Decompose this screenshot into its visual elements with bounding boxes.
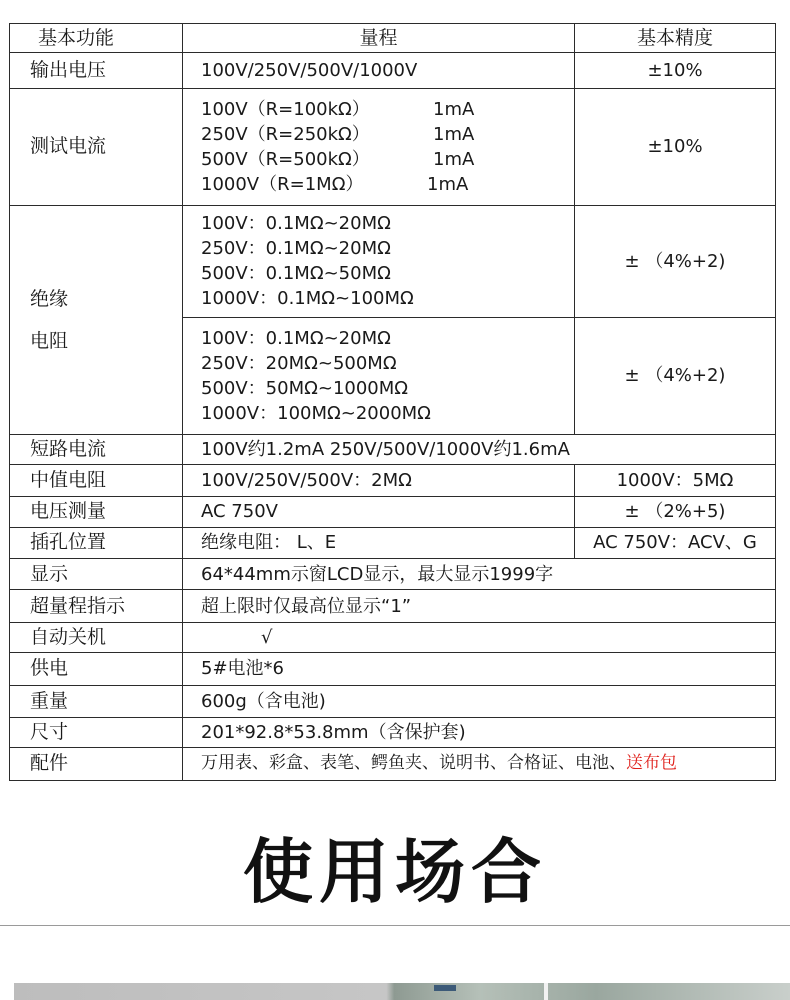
feature-insulation-line1: 绝缘 [30,287,69,310]
section-title: 使用场合 [243,831,547,913]
insulation-line: 1000V：100MΩ~2000MΩ [201,402,431,424]
scene-photo-post [544,983,548,1000]
feature-size: 尺寸 [10,717,183,747]
header-feature: 基本功能 [10,24,183,53]
range-accessories [183,747,776,780]
accessories-highlight: 送布包 [626,753,677,774]
range-display: 64*44mm示窗LCD显示，最大显示1999字 [183,559,776,590]
feature-test-current: 测试电流 [10,89,183,205]
feature-insulation-line2: 电阻 [30,329,69,352]
row-voltage-measure [10,496,776,527]
accessories-list: 万用表、彩盒、表笔、鳄鱼夹、说明书、合格证、电池、 [201,753,626,774]
header-row [10,24,776,53]
test-current-line: 100V（R=100kΩ） 1mA [201,98,475,120]
range-insulation-2 [183,318,575,434]
feature-jack-position: 插孔位置 [10,527,183,558]
feature-insulation [10,205,183,434]
feature-short-current: 短路电流 [10,434,183,464]
accuracy-insulation-2: ± （4%+2) [575,318,776,434]
range-test-current [183,89,575,205]
insulation-line: 250V：20MΩ~500MΩ [201,352,397,374]
row-test-current [10,89,776,205]
feature-output-voltage: 输出电压 [10,53,183,89]
accuracy-median-resistance: 1000V：5MΩ [575,464,776,496]
scene-photo-sign [434,985,456,991]
header-range: 量程 [183,24,575,53]
row-power [10,653,776,685]
range-weight: 600g（含电池) [183,685,776,717]
section-divider [0,925,790,926]
scene-photo [14,983,790,1000]
feature-median-resistance: 中值电阻 [10,464,183,496]
range-voltage-measure: AC 750V [183,496,575,527]
range-size: 201*92.8*53.8mm（含保护套) [183,717,776,747]
row-short-current [10,434,776,464]
row-insulation-1 [10,205,776,317]
accuracy-output-voltage: ±10% [575,53,776,89]
feature-weight: 重量 [10,685,183,717]
feature-power: 供电 [10,653,183,685]
accuracy-insulation-1: ± （4%+2) [575,205,776,317]
range-insulation-1 [183,205,575,317]
header-accuracy: 基本精度 [575,24,776,53]
row-accessories [10,747,776,780]
insulation-line: 250V：0.1MΩ~20MΩ [201,238,391,260]
insulation-line: 100V：0.1MΩ~20MΩ [201,213,391,235]
row-output-voltage [10,53,776,89]
range-short-current: 100V约1.2mA 250V/500V/1000V约1.6mA [183,434,776,464]
range-overrange: 超上限时仅最高位显示“1” [183,590,776,623]
row-jack-position [10,527,776,558]
test-current-line: 1000V（R=1MΩ） 1mA [201,173,469,195]
row-overrange [10,590,776,623]
insulation-line: 100V：0.1MΩ~20MΩ [201,327,391,349]
range-jack-position: 绝缘电阻： L、E [183,527,575,558]
row-auto-off [10,623,776,653]
feature-auto-off: 自动关机 [10,623,183,653]
spec-table [9,23,776,781]
row-median-resistance [10,464,776,496]
row-display [10,559,776,590]
feature-overrange: 超量程指示 [10,590,183,623]
range-median-resistance: 100V/250V/500V：2MΩ [183,464,575,496]
feature-display: 显示 [10,559,183,590]
insulation-line: 500V：50MΩ~1000MΩ [201,377,409,399]
accuracy-jack-position: AC 750V：ACV、G [575,527,776,558]
feature-voltage-measure: 电压测量 [10,496,183,527]
accuracy-test-current: ±10% [575,89,776,205]
range-auto-off: √ [183,623,776,653]
test-current-line: 250V（R=250kΩ） 1mA [201,123,475,145]
range-power: 5#电池*6 [183,653,776,685]
row-size [10,717,776,747]
accuracy-voltage-measure: ± （2%+5) [575,496,776,527]
test-current-line: 500V（R=500kΩ） 1mA [201,148,475,170]
feature-accessories: 配件 [10,747,183,780]
range-output-voltage: 100V/250V/500V/1000V [183,53,575,89]
insulation-line: 500V：0.1MΩ~50MΩ [201,263,391,285]
insulation-line: 1000V：0.1MΩ~100MΩ [201,288,414,310]
row-weight [10,685,776,717]
